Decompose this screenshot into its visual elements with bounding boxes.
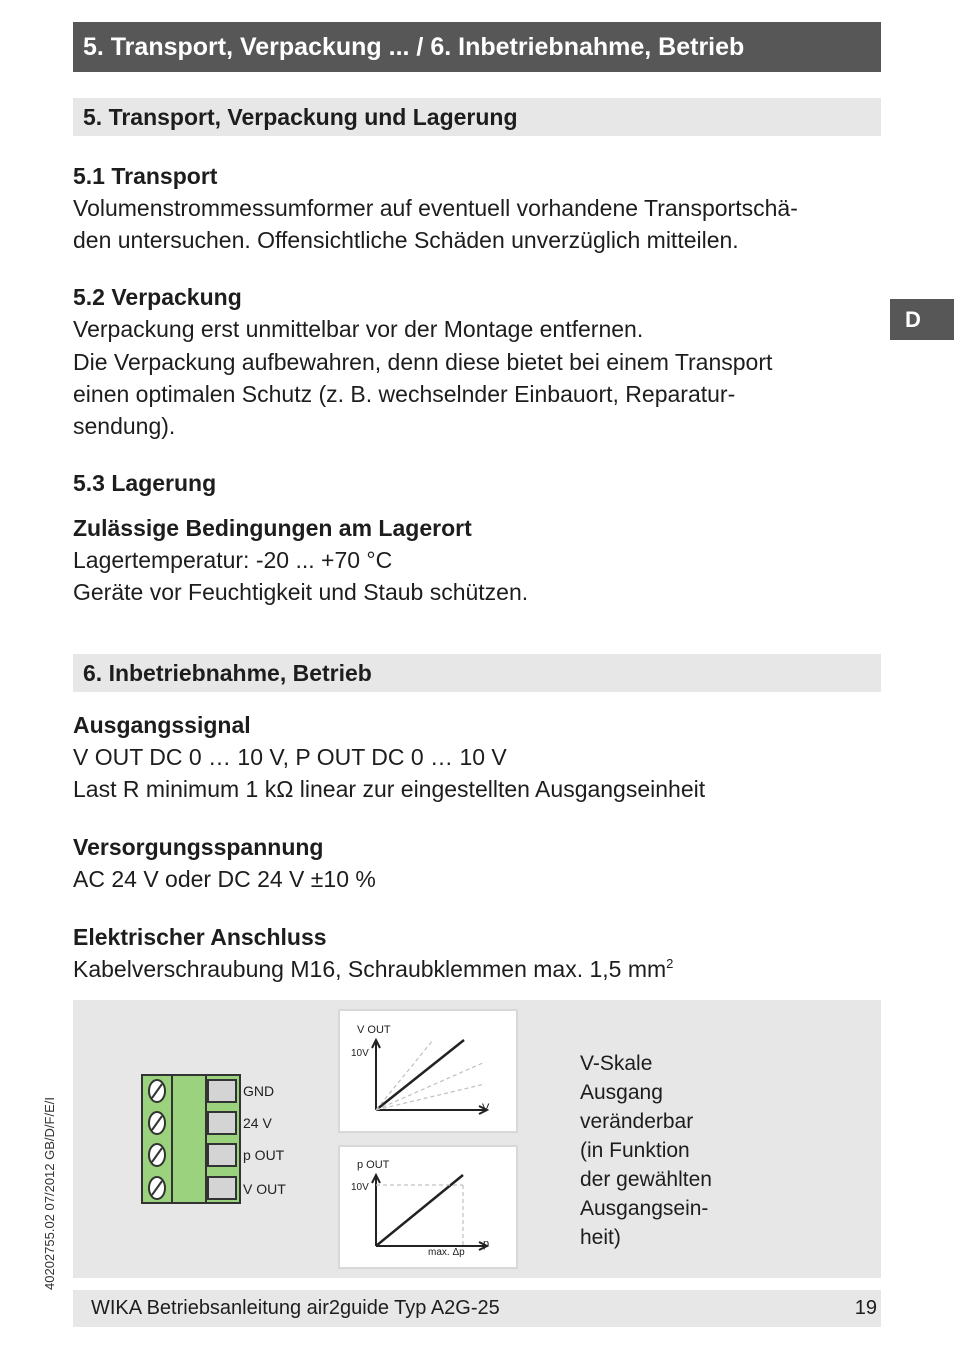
terminal-slot (208, 1177, 236, 1199)
terminal-label-pout: p OUT (243, 1147, 285, 1163)
screw-icon (149, 1144, 165, 1166)
caption-line: heit) (580, 1226, 621, 1249)
caption-line: veränderbar (580, 1110, 694, 1133)
terminal-slot (208, 1080, 236, 1102)
s51-line-1: Volumenstrommessumformer auf eventuell vorhandene Transportschä- (73, 195, 798, 221)
p-out-graph (339, 1146, 517, 1268)
caption-line: V-Skale (580, 1052, 653, 1075)
terminal-slot (208, 1144, 236, 1166)
page-header: 5. Transport, Verpackung ... / 6. Inbetriebnahme, Betrieb (73, 22, 881, 72)
screw-icon (149, 1112, 165, 1134)
graph-p-ytick: 10V (351, 1182, 369, 1193)
s52-line-1: Verpackung erst unmittelbar vor der Montage entfernen. (73, 316, 644, 342)
s51-line-2: den untersuchen. Offensichtliche Schäden unverzüglich mitteilen. (73, 227, 739, 253)
terminal-label-gnd: GND (243, 1083, 275, 1099)
wiring-figure (73, 1000, 881, 1278)
language-tab: D (890, 299, 954, 340)
graph-v-xlabel: V (482, 1102, 490, 1114)
supply-heading: Versorgungsspannung (73, 834, 324, 860)
graph-p-xtick: max. Δp (428, 1247, 465, 1258)
electrical-line: Kabelverschraubung M16, Schraubklemmen max. 1,5 $mm^2$ (73, 956, 674, 982)
screw-icon (149, 1080, 165, 1102)
s53-heading: 5.3 Lagerung (73, 470, 217, 496)
screw-icon (149, 1177, 165, 1199)
caption-line: Ausgangsein- (580, 1197, 709, 1220)
caption-line: Ausgang (580, 1081, 663, 1104)
output-heading: Ausgangssignal (73, 712, 251, 738)
supply-line: AC 24 V oder DC 24 V ±10 % (73, 866, 376, 892)
caption-line: (in Funktion (580, 1139, 690, 1162)
graph-p-ylabel: p OUT (357, 1159, 390, 1171)
s53-line-1: Lagertemperatur: -20 ... +70 °C (73, 547, 393, 573)
v-out-graph (339, 1010, 517, 1132)
terminal-block (142, 1075, 286, 1203)
superscript: 2 (666, 956, 674, 971)
s53-subheading: Zulässige Bedingungen am Lagerort (73, 515, 472, 541)
section-6-title: 6. Inbetriebnahme, Betrieb (73, 654, 881, 692)
s52-line-4: sendung). (73, 413, 176, 439)
s52-line-2: Die Verpackung aufbewahren, denn diese bietet bei einem Transport (73, 349, 773, 375)
s52-heading: 5.2 Verpackung (73, 284, 242, 310)
graph-v-ytick: 10V (351, 1048, 369, 1059)
s52-line-3: einen optimalen Schutz (z. B. wechselnder Einbauort, Reparatur- (73, 381, 736, 407)
s51-heading: 5.1 Transport (73, 163, 218, 189)
footer-title: WIKA Betriebsanleitung air2guide Typ A2G-25 (91, 1297, 500, 1319)
graph-v-ylabel: V OUT (357, 1024, 391, 1036)
figure-caption (580, 1049, 712, 1252)
terminal-label-vout: V OUT (243, 1181, 286, 1197)
s53-line-2: Geräte vor Feuchtigkeit und Staub schützen. (73, 579, 529, 605)
page-number: 19 (854, 1297, 877, 1319)
section-5-title: 5. Transport, Verpackung und Lagerung (73, 98, 881, 136)
terminal-slot (208, 1112, 236, 1134)
electrical-heading: Elektrischer Anschluss (73, 924, 327, 950)
caption-line: der gewählten (580, 1168, 712, 1191)
terminal-label-24v: 24 V (243, 1115, 272, 1131)
page-footer (73, 1290, 881, 1327)
document-code: 40202755.02 07/2012 GB/D/F/E/I (42, 1097, 57, 1290)
graph-p-xlabel: p (483, 1238, 490, 1250)
output-line-1: V OUT DC 0 … 10 V, P OUT DC 0 … 10 V (73, 744, 507, 770)
output-line-2: Last R minimum 1 kΩ linear zur eingestellten Ausgangseinheit (73, 776, 706, 802)
